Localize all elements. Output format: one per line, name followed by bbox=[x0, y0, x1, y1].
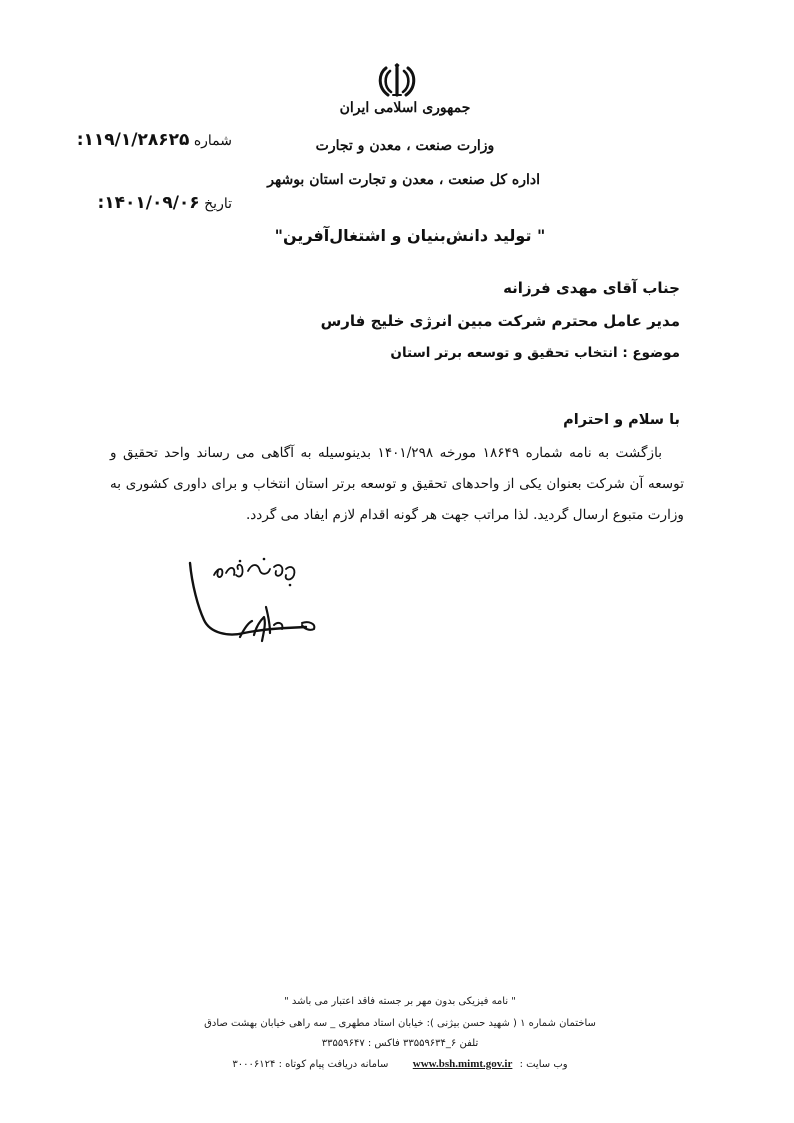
year-slogan: " تولید دانش‌بنیان و اشتغال‌آفرین" bbox=[274, 226, 546, 245]
letter-body bbox=[110, 438, 684, 531]
footer-phone: تلفن ۶_۳۳۵۵۹۶۳۴ فاکس : ۳۳۵۵۹۶۴۷ bbox=[321, 1038, 479, 1049]
letter-body-text: بازگشت به نامه شماره ۱۸۶۴۹ مورخه ۱۴۰۱/۲۹۸ بدینوسیله به آگاهی می رساند واحد تحقیق و توسعه آن شرکت بعنوان یکی از واحدهای تحقیق و توسعه برتر استان انتخاب و برای داوری کشوری به وزارت متبوع ارسال گردید. لذا مراتب جهت هر گونه اقدام لازم ایفاد می گردد. bbox=[110, 445, 684, 523]
letter-date bbox=[60, 193, 232, 213]
letter-date-label: تاریخ bbox=[204, 196, 232, 212]
recipient-name: جناب آقای مهدی فرزانه bbox=[503, 279, 680, 297]
website-link[interactable]: www.bsh.mimt.gov.ir bbox=[412, 1058, 513, 1070]
footer-notice: " نامه فیزیکی بدون مهر بر جسته فاقد اعتبار می باشد " bbox=[284, 996, 516, 1007]
letter-number bbox=[60, 130, 232, 150]
letter-number-label: شماره bbox=[193, 133, 232, 149]
letter-subject: موضوع : انتخاب تحقیق و توسعه برتر استان bbox=[390, 345, 680, 361]
handwritten-signature-icon bbox=[178, 545, 338, 650]
header-department: اداره کل صنعت ، معدن و تجارت استان بوشهر bbox=[267, 172, 540, 188]
website-label: وب سایت : bbox=[519, 1059, 568, 1070]
sms-number: سامانه دریافت پیام کوتاه : ۳۰۰۰۶۱۲۴ bbox=[232, 1059, 389, 1070]
greeting: با سلام و احترام bbox=[563, 412, 680, 428]
footer-contact bbox=[180, 1058, 620, 1070]
letter-date-value: ۱۴۰۱/۰۹/۰۶: bbox=[97, 193, 200, 213]
footer-address: ساختمان شماره ۱ ( شهید حسن بیژنی ): خیابان استاد مطهری _ سه راهی خیابان بهشت صادق bbox=[204, 1018, 596, 1029]
recipient-title: مدیر عامل محترم شرکت مبین انرژی خلیج فارس bbox=[320, 312, 680, 330]
letter-number-value: ۱۱۹/۱/۲۸۶۲۵: bbox=[76, 130, 190, 150]
iran-emblem-icon bbox=[376, 62, 418, 98]
header-ministry: وزارت صنعت ، معدن و تجارت bbox=[315, 138, 495, 154]
header-country: جمهوری اسلامی ایران bbox=[339, 100, 471, 116]
